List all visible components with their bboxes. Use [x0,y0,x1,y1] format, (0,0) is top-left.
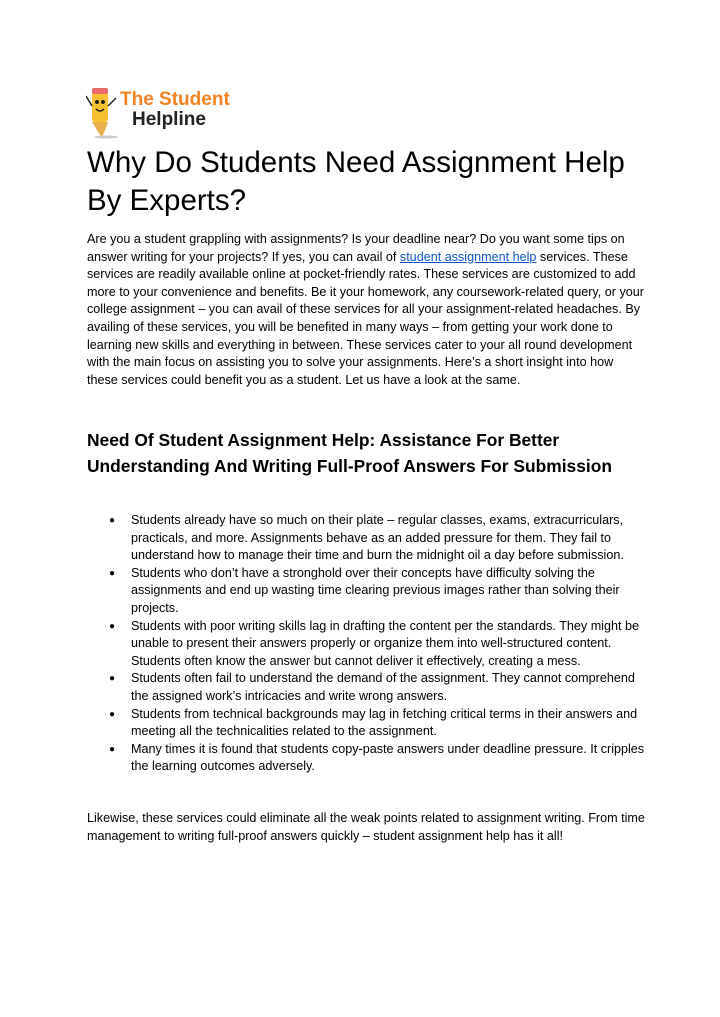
list-item-text: Students who don’t have a stronghold over their concepts have difficulty solving the assignments and end up wasting time clearing previous images rather than solving their projects. [131,565,620,615]
logo-line-1: The Student [120,89,230,110]
list-item [87,565,647,618]
closing-paragraph: Likewise, these services could eliminate all the weak points related to assignment writing. From time management to writing full-proof answers quickly – student assignment help has it all! [87,811,645,843]
logo-line-2: Helpline [132,109,206,130]
pencil-mascot-icon [86,82,120,140]
bullet-icon: ● [109,743,116,755]
list-item [87,512,647,565]
list-item-text: Students with poor writing skills lag in drafting the content per the standards. They might be unable to present their answers properly or organize them into well-structured content. Students often know the answer but cannot deliver it effectively, creating a mess. [131,618,639,668]
logo-wordmark [120,90,230,130]
bullet-icon: ● [109,708,116,720]
reasons-list [87,512,647,776]
list-item-text: Many times it is found that students copy-paste answers under deadline pressure. It cripples the learning outcomes adversely. [131,741,645,774]
bullet-icon: ● [109,567,116,579]
list-item-text: Students already have so much on their plate – regular classes, exams, extracurriculars, practicals, and more. Assignments behave as an added pressure for them. They fail to understand how to manage their time and burn the midnight oil a day before submission. [131,513,624,563]
page-title: Why Do Students Need Assignment Help By Experts? [87,146,625,217]
list-item [87,741,647,776]
student-assignment-help-link[interactable]: student assignment help [399,249,537,264]
list-item [87,706,647,741]
bullet-icon: ● [109,673,116,685]
intro-paragraph [87,231,647,389]
intro-text-before-link: Are you a student grappling with assignments? Is your deadline near? Do you want some tips on answer writing for your projects? If yes, you can avail of [87,232,625,264]
list-item-text: Students often fail to understand the demand of the assignment. They cannot comprehend the assigned work’s intricacies and write wrong answers. [131,671,635,703]
bullet-icon: ● [109,620,116,632]
list-item-text: Students from technical backgrounds may lag in fetching critical terms in their answers and meeting all the technicalities related to the assignment. [131,706,638,739]
logo [86,82,246,140]
list-item [87,670,647,705]
section-heading: Need Of Student Assignment Help: Assistance For Better Understanding And Writing Full-Proof Answers For Submission [87,430,612,476]
bullet-icon: ● [109,515,116,526]
list-item [87,618,647,671]
intro-text-after-link: services. These services are readily available online at pocket-friendly rates. These services are customized to add more to your convenience and benefits. Be it your homework, any coursework-related query, or your college assignment – you can avail of these services for all your assignment-related headaches. By availing of these services, you will be benefited in many ways – from getting your work done to learning new skills and everything in between. These services cater to your all round development with the main focus on assisting you to solve your assignments. Here’s a short insight into how these services could benefit you as a student. Let us have a look at the same. [87,249,644,387]
